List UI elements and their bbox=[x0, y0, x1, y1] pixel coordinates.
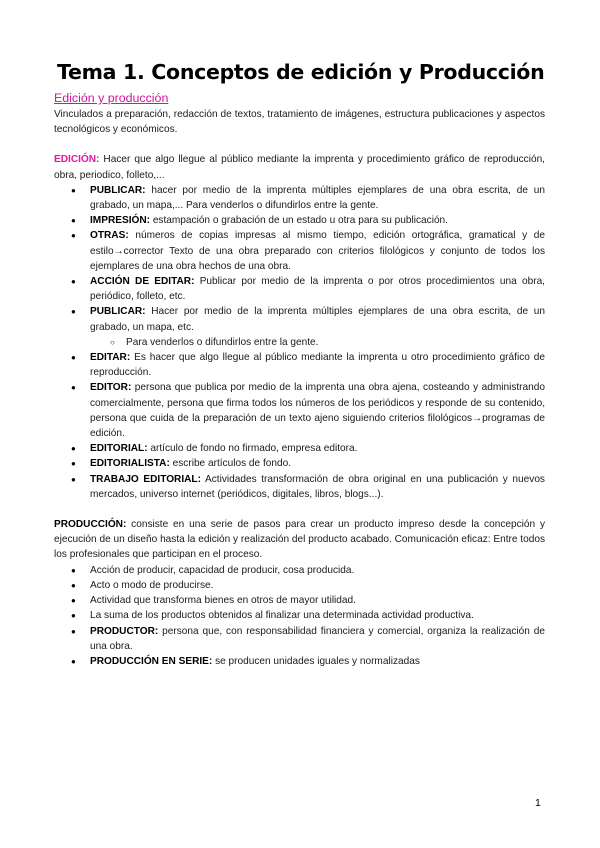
list-item bbox=[90, 228, 545, 274]
list-item bbox=[90, 563, 545, 578]
list-item bbox=[90, 608, 545, 623]
list-item-text: persona que, con responsabilidad financiera y comercial, organiza la realización de una obra. bbox=[90, 625, 545, 652]
list-item-text: Actividades transformación de obra original en una publicación y nuevos mercados, universo internet (periódicos, digitales, libros, blogs...). bbox=[90, 473, 545, 500]
list-item bbox=[90, 472, 545, 502]
list-item-text: Acción de producir, capacidad de producir, cosa producida. bbox=[90, 564, 355, 576]
list-item-term: ACCIÓN DE EDITAR: bbox=[90, 276, 195, 288]
list-item-text: hacer por medio de la imprenta múltiples ejemplares de una obra escrita, de un grabado, un mapa,... Para venderlos o difundirlos entre la gente. bbox=[90, 184, 545, 212]
list-item-text: Acto o modo de producirse. bbox=[90, 579, 214, 591]
list-item bbox=[90, 350, 545, 380]
list-item-text: persona que publica por medio de la imprenta una obra ajena, costeando y administrando comercialmente, persona que firma todos los números de los periódicos y responde de su contenido, persona que cuida de la preparación de un texto ajeno siguiendo criterios filológicos→programas de edición. bbox=[90, 382, 545, 440]
produccion-text: consiste en una serie de pasos para crear un producto impreso desde la concepción y ejecución de un diseño hasta la edición y realización del producto acabado. Comunicación eficaz: Entre todos los profesionales que participan en el proceso. bbox=[54, 519, 545, 561]
produccion-list bbox=[54, 563, 545, 669]
list-item bbox=[90, 380, 545, 441]
list-item bbox=[90, 456, 545, 471]
list-item-text: Publicar por medio de la imprenta o por otros procedimientos una obra, periódico, folleto, etc. bbox=[90, 276, 545, 303]
list-item-text: artículo de fondo no firmado, empresa editora. bbox=[147, 443, 358, 455]
list-item-term: PRODUCTOR: bbox=[90, 625, 159, 637]
page-number: 1 bbox=[535, 797, 541, 809]
edicion-text: Hacer que algo llegue al público mediante la imprenta y procedimiento gráfico de reproducción, obra, periodico, folleto,... bbox=[54, 154, 545, 181]
list-item bbox=[90, 578, 545, 593]
list-item-term: TRABAJO EDITORIAL: bbox=[90, 473, 201, 485]
list-item bbox=[90, 183, 545, 213]
list-item-text: estampación o grabación de un estado u otra para su publicación. bbox=[150, 215, 448, 227]
produccion-paragraph bbox=[54, 517, 545, 563]
list-item-term: OTRAS: bbox=[90, 230, 129, 242]
sub-list bbox=[90, 335, 545, 350]
list-item bbox=[90, 593, 545, 608]
list-item-text: Es hacer que algo llegue al público mediante la imprenta u otro procedimiento gráfico de reproducción. bbox=[90, 352, 545, 379]
list-item-term: PUBLICAR: bbox=[90, 306, 146, 318]
sub-list-item: ○ Para venderlos o difundirlos entre la gente. bbox=[126, 335, 545, 350]
list-item bbox=[90, 624, 545, 654]
list-item bbox=[90, 304, 545, 350]
list-item-text: escribe artículos de fondo. bbox=[169, 458, 292, 470]
list-item-term: EDITAR: bbox=[90, 352, 131, 364]
list-item-text: números de copias impresas al mismo tiempo, edición ortográfica, gramatical y de estilo→corrector Texto de una obra preparado con criterios filológicos y conjunto de todos los ejemplares de una obra hechos de una obra. bbox=[90, 230, 545, 272]
list-item-term: IMPRESIÓN: bbox=[90, 215, 151, 227]
list-item-term: EDITORIAL: bbox=[90, 443, 148, 455]
section-heading: Edición y producción bbox=[54, 91, 169, 105]
edicion-list bbox=[54, 183, 545, 502]
edicion-label: EDICIÓN: bbox=[54, 154, 100, 166]
list-item-text: Actividad que transforma bienes en otros de mayor utilidad. bbox=[90, 595, 356, 607]
list-item bbox=[90, 213, 545, 228]
list-item-term: PUBLICAR: bbox=[90, 184, 146, 196]
list-item bbox=[90, 441, 545, 456]
list-item-text: Hacer por medio de la imprenta múltiples ejemplares de una obra escrita, de un grabado, un mapa, etc. bbox=[90, 306, 545, 333]
list-item-term: PRODUCCIÓN EN SERIE: bbox=[90, 655, 213, 667]
list-item-text: La suma de los productos obtenidos al finalizar una determinada actividad productiva. bbox=[90, 610, 474, 622]
document-body bbox=[54, 90, 545, 669]
list-item bbox=[90, 654, 545, 669]
list-item-text: se producen unidades iguales y normalizadas bbox=[212, 655, 420, 667]
page-title: Tema 1. Conceptos de edición y Producción bbox=[57, 60, 545, 84]
list-item bbox=[90, 274, 545, 304]
edicion-paragraph bbox=[54, 152, 545, 182]
list-item-term: EDITORIALISTA: bbox=[90, 458, 170, 470]
intro-paragraph: Vinculados a preparación, redacción de textos, tratamiento de imágenes, estructura publicaciones y aspectos tecnológicos y económicos. bbox=[54, 109, 545, 136]
produccion-label: PRODUCCIÓN: bbox=[54, 519, 127, 531]
list-item-term: EDITOR: bbox=[90, 382, 132, 394]
